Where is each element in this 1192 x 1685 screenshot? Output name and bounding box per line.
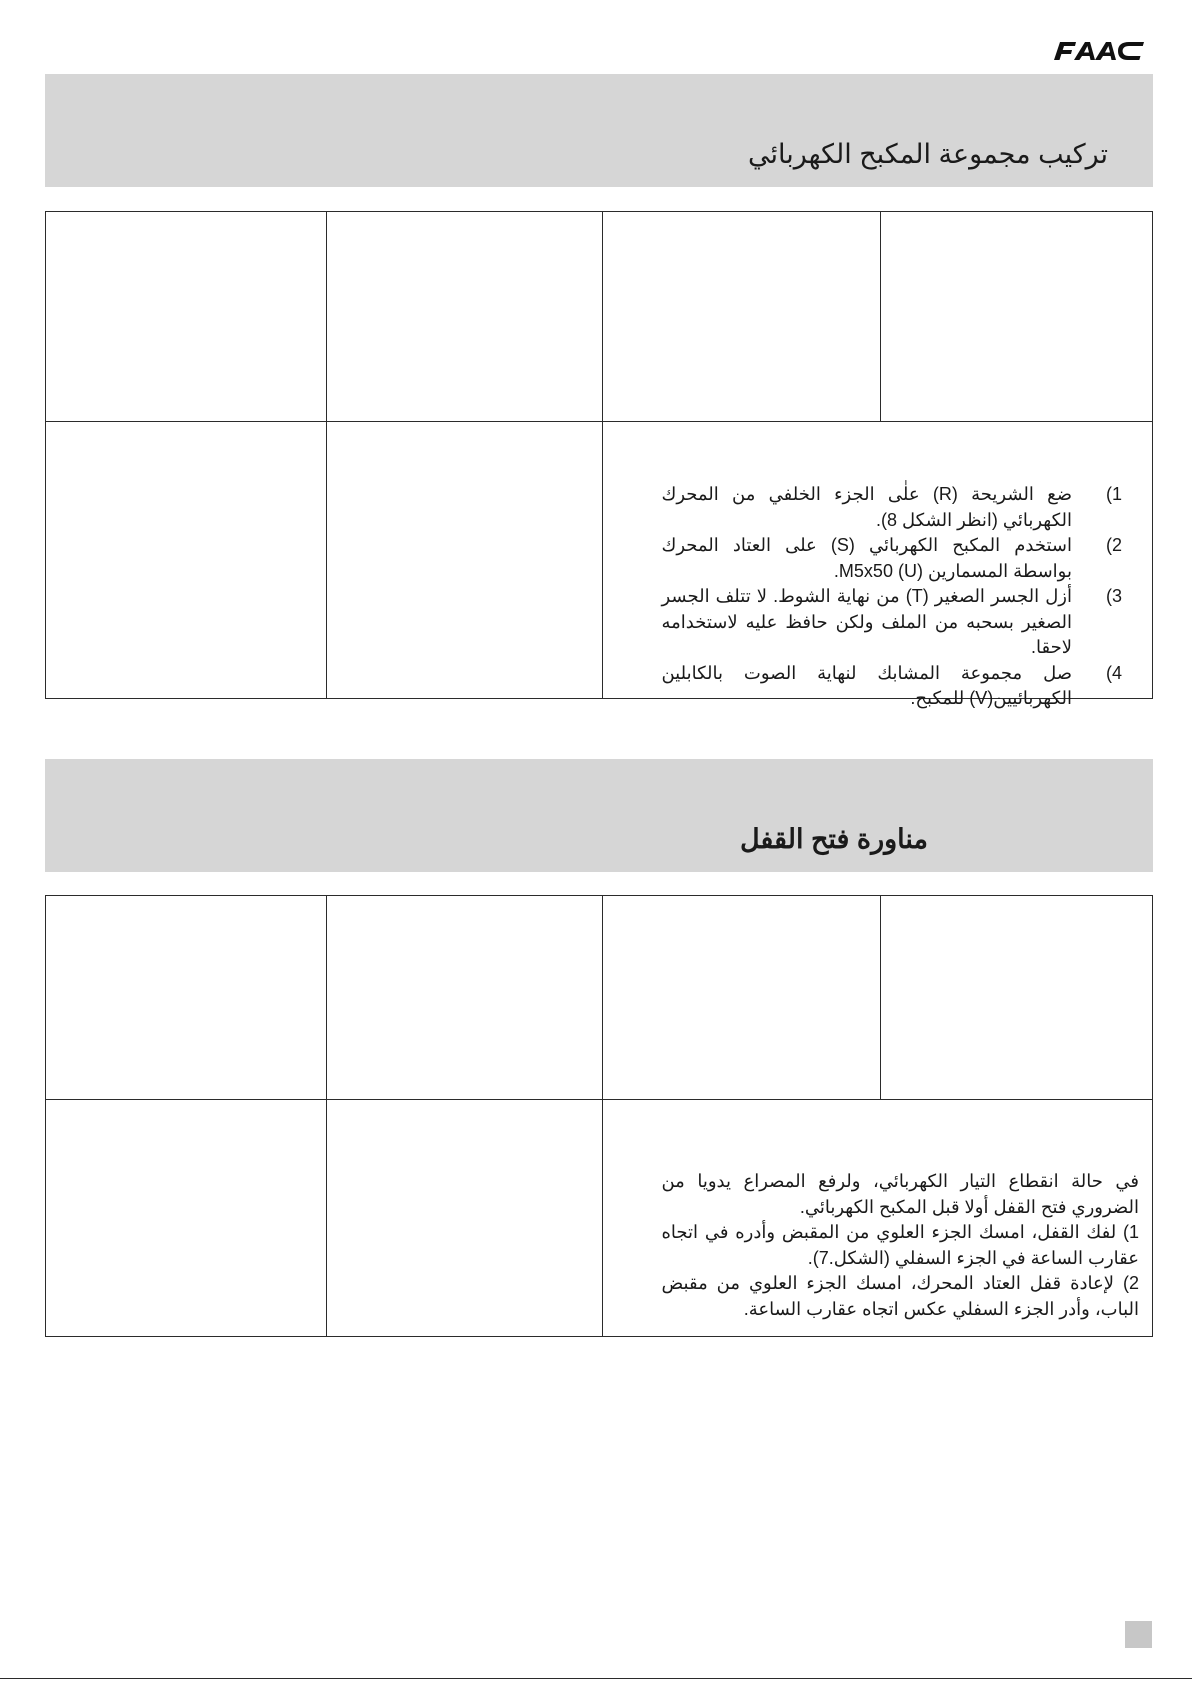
section2-header-band — [45, 759, 1153, 872]
list-item — [661, 482, 1122, 533]
section1-text-cell — [603, 422, 1153, 708]
section1-figure-cell-4 — [880, 212, 1152, 422]
bottom-rule — [0, 1678, 1192, 1679]
section2-lang-cell-2 — [327, 1100, 603, 1337]
section2-layout-table — [45, 895, 1153, 1337]
step-text: ضع الشريحة (R) علٰى الجزء الخلفي من المحرك الكهربائي (انظر الشكل 8). — [661, 484, 1072, 530]
list-item — [661, 661, 1122, 712]
section2-intro: في حالة انقطاع التيار الكهربائي، ولرفع المصراع يدويا من الضروري فتح القفل أولا قبل المكبح الكهربائي. — [661, 1171, 1139, 1217]
section2-figure-cell-2 — [327, 896, 603, 1100]
section2-lang-cell-1 — [46, 1100, 327, 1337]
section1-figure-cell-3 — [603, 212, 880, 422]
section1-figure-cell-2 — [327, 212, 603, 422]
page-number-marker — [1125, 1621, 1152, 1648]
faac-logo — [1052, 40, 1152, 62]
section1-lang-cell-2 — [327, 422, 603, 699]
step-text: صل مجموعة المشابك لنهاية الصوت بالكابلين الكهربائيين(V) للمكبح. — [661, 662, 1072, 708]
section1-title: تركيب مجموعة المكبح الكهربائي — [747, 139, 1108, 169]
step-number: 3) — [1105, 586, 1122, 606]
section2-steps — [661, 1169, 1139, 1322]
section1-header-band — [45, 74, 1153, 187]
section1-layout-table — [45, 211, 1153, 708]
list-item — [661, 533, 1122, 584]
list-item: 2) لإعادة قفل العتاد المحرك، امسك الجزء العلوي من مقبض الباب، وأدر الجزء السفلي عكس اتجاه عقارب الساعة. — [661, 1273, 1139, 1319]
section1-steps — [661, 482, 1122, 712]
section1-figure-cell-1 — [46, 212, 327, 422]
step-number: 1) — [1105, 484, 1122, 504]
section2-figure-cell-4 — [880, 896, 1152, 1100]
section2-text-cell — [603, 1100, 1153, 1337]
step-text: أزل الجسر الصغير (T) من نهاية الشوط. لا تتلف الجسر الصغير بسحبه من الملف ولكن حافظ عليه لاستخدامه لاحقا. — [661, 586, 1072, 657]
step-number: 4) — [1105, 662, 1122, 683]
step-number: 2) — [1105, 535, 1122, 555]
section2-figure-cell-1 — [46, 896, 327, 1100]
list-item — [661, 584, 1122, 661]
list-item: 1) لفك القفل، امسك الجزء العلوي من المقبض وأدره في اتجاه عقارب الساعة في الجزء السفلي (الشكل.7). — [661, 1222, 1139, 1268]
section1-lang-cell-1 — [46, 422, 327, 699]
section2-title: مناورة فتح القفل — [739, 824, 928, 854]
step-text: استخدم المكبح الكهربائي (S) على العتاد المحرك بواسطة المسمارين M5x50 (U). — [661, 535, 1072, 581]
section2-figure-cell-3 — [603, 896, 880, 1100]
